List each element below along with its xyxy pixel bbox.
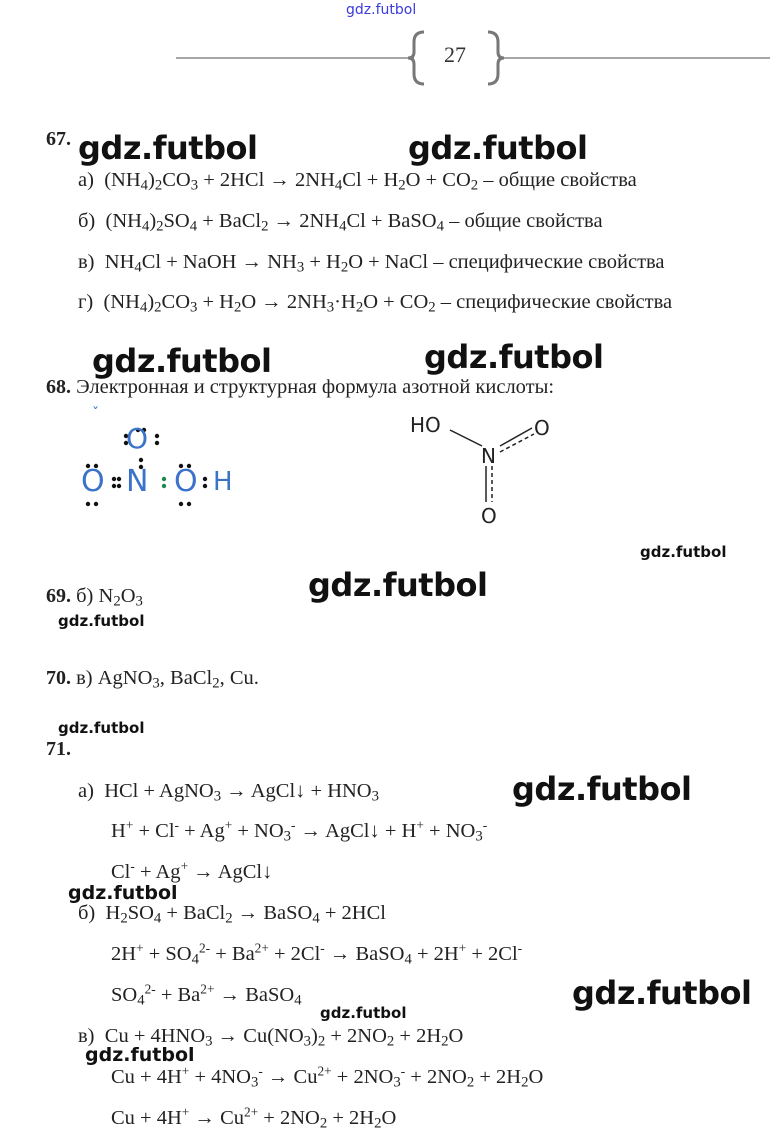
task-69-number: 69. — [46, 585, 71, 607]
task-68-number: 68. — [46, 376, 71, 398]
page-number: 27 — [444, 42, 466, 67]
watermark: gdz.futbol — [78, 129, 258, 167]
struct-o-right: O — [534, 416, 550, 440]
page-header-decoration — [170, 28, 772, 90]
structural-formula — [408, 408, 558, 528]
task-71-number: 71. — [46, 738, 71, 760]
lewis-hydrogen: H — [213, 467, 233, 497]
task-70-line — [46, 667, 259, 690]
watermark: gdz.futbol — [408, 129, 588, 167]
watermark: gdz.futbol — [58, 719, 145, 737]
task-69-line — [46, 585, 143, 608]
task-71b-molecular: б) $H_2SO_4$ + BaCl$_2$ → BaSO$_4$ + 2HCl — [78, 902, 386, 927]
watermark: gdz.futbol — [320, 1004, 407, 1022]
lewis-right-oxygen: O — [174, 464, 198, 499]
task-67g-equation: г) $(NH_4)_2CO_3 + H_2O \to 2NH_3\cdot H_2O + CO_2$ – специфические свойства — [78, 291, 673, 316]
task-68-line — [46, 376, 554, 399]
task-68-text: Электронная и структурная формула азотной кислоты: — [76, 376, 555, 398]
watermark: gdz.futbol — [640, 543, 727, 561]
watermark: gdz.futbol — [68, 882, 178, 904]
task-71b-full-ionic: $2H^+ + SO_4^{2-} + Ba^{2+} + 2Cl^-$ → BaSO$_4$ + 2H+ + 2Cl- — [111, 940, 523, 968]
lewis-left-oxygen: O — [81, 464, 105, 499]
task-71a-short-ionic: Cl- + Ag+ → AgCl↓ — [111, 858, 273, 883]
watermark: gdz.futbol — [424, 338, 604, 376]
task-71a-full-ionic: $H^+ + Cl^- + Ag^+ + NO_3^-$ → AgCl↓ + $H^+ + NO_3^-$ — [111, 817, 488, 845]
task-71v-full-ionic: $Cu + 4H^+ + 4NO_3^- \to Cu^{2+} + 2NO_3^- + 2NO_2 + 2H_2O$ — [111, 1063, 544, 1091]
task-71a-molecular: а) HCl + AgNO$_3$ → AgCl↓ + $HNO_3$ — [78, 780, 379, 805]
lewis-structure — [78, 404, 248, 514]
task-71v-molecular: в) $Cu + 4HNO_3 \to Cu(NO_3)_2 + 2NO_2 + 2H_2O$ — [78, 1025, 464, 1050]
task-70-answer: в) AgNO$_3$, BaCl$_2$, Cu. — [76, 667, 259, 692]
task-67a-equation: а) $(NH_4)_2CO_3 + 2HCl \to 2NH_4Cl + H_2O + CO_2$ – общие свойства — [78, 169, 637, 194]
task-67v-equation: в) $NH_4Cl$ + NaOH → $NH_3 + H_2O$ + NaCl – специфические свойства — [78, 251, 665, 276]
task-71b-short-ionic: $SO_4^{2-} + Ba^{2+}$ → BaSO$_4$ — [111, 981, 302, 1009]
struct-n: N — [481, 444, 496, 468]
watermark: gdz.futbol — [58, 612, 145, 630]
struct-o-bottom: O — [481, 504, 497, 528]
top-watermark: gdz.futbol — [346, 2, 417, 18]
watermark: gdz.futbol — [85, 1044, 195, 1066]
svg-text:ˇ: ˇ — [92, 406, 99, 422]
lewis-nitrogen: N — [126, 464, 149, 499]
task-71v-short-ionic: $Cu + 4H^+ \to Cu^{2+} + 2NO_2 + 2H_2O$ — [111, 1104, 397, 1132]
task-67b-equation: б) $(NH_4)_2SO_4$ + BaCl$_2$ → $2NH_4Cl$ + BaSO$_4$ – общие свойства — [78, 210, 603, 235]
lewis-top-oxygen: O — [126, 422, 149, 455]
watermark: gdz.futbol — [572, 974, 752, 1012]
watermark: gdz.futbol — [308, 566, 488, 604]
watermark: gdz.futbol — [512, 770, 692, 808]
struct-ho: HO — [410, 413, 441, 437]
watermark: gdz.futbol — [92, 342, 272, 380]
task-69-answer: б) $N_2O_3$ — [76, 585, 143, 610]
task-67-number: 67. — [46, 128, 71, 150]
task-70-number: 70. — [46, 667, 71, 689]
